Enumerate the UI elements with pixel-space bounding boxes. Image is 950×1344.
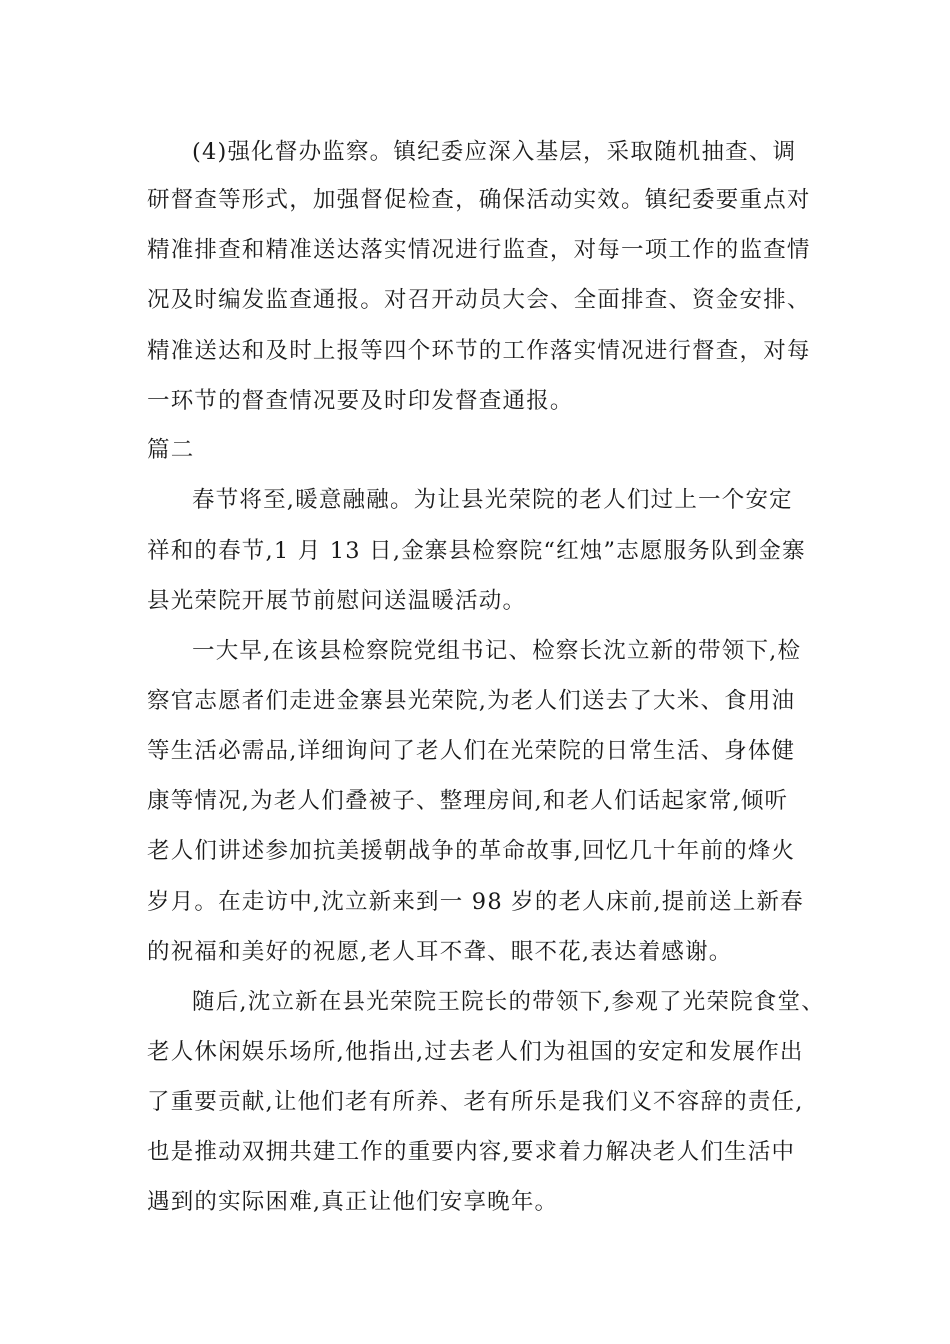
text-line: (4)强化督办监察。镇纪委应深入基层，采取随机抽查、调 — [192, 139, 797, 165]
text-line: 老人们讲述参加抗美援朝战争的革命故事,回忆几十年前的烽火 — [147, 838, 796, 864]
text-line: 老人休闲娱乐场所,他指出,过去老人们为祖国的安定和发展作出 — [147, 1039, 804, 1065]
section-heading: 篇二 — [147, 437, 195, 463]
text-line: 精准送达和及时上报等四个环节的工作落实情况进行督查，对每 — [147, 338, 811, 364]
text-line: 一大早,在该县检察院党组书记、检察长沈立新的带领下,检 — [192, 638, 802, 664]
text-line: 春节将至,暖意融融。为让县光荣院的老人们过上一个安定 — [192, 487, 793, 513]
text-line: 随后,沈立新在县光荣院王院长的带领下,参观了光荣院食堂、 — [192, 989, 825, 1015]
text-line: 一环节的督查情况要及时印发督查通报。 — [147, 388, 574, 414]
text-line: 也是推动双拥共建工作的重要内容,要求着力解决老人们生活中 — [147, 1139, 796, 1165]
text-line: 的祝福和美好的祝愿,老人耳不聋、眼不花,表达着感谢。 — [147, 939, 733, 965]
text-line: 察官志愿者们走进金寨县光荣院,为老人们送去了大米、食用油 — [147, 688, 796, 714]
text-line: 岁月。在走访中,沈立新来到一 98 岁的老人床前,提前送上新春 — [147, 889, 804, 915]
text-line: 况及时编发监查通报。对召开动员大会、全面排查、资金安排、 — [147, 287, 811, 313]
text-line: 县光荣院开展节前慰问送温暖活动。 — [147, 588, 527, 614]
text-line: 祥和的春节,1 月 13 日,金寨县检察院“红烛”志愿服务队到金寨 — [147, 538, 806, 564]
text-line: 康等情况,为老人们叠被子、整理房间,和老人们话起家常,倾听 — [147, 788, 789, 814]
text-line: 遇到的实际困难,真正让他们安享晚年。 — [147, 1189, 559, 1215]
text-line: 研督查等形式，加强督促检查，确保活动实效。镇纪委要重点对 — [147, 187, 811, 213]
text-line: 了重要贡献,让他们老有所养、老有所乐是我们义不容辞的责任, — [147, 1089, 804, 1115]
text-line: 等生活必需品,详细询问了老人们在光荣院的日常生活、身体健 — [147, 738, 796, 764]
text-line: 精准排查和精准送达落实情况进行监查，对每一项工作的监查情 — [147, 237, 811, 263]
